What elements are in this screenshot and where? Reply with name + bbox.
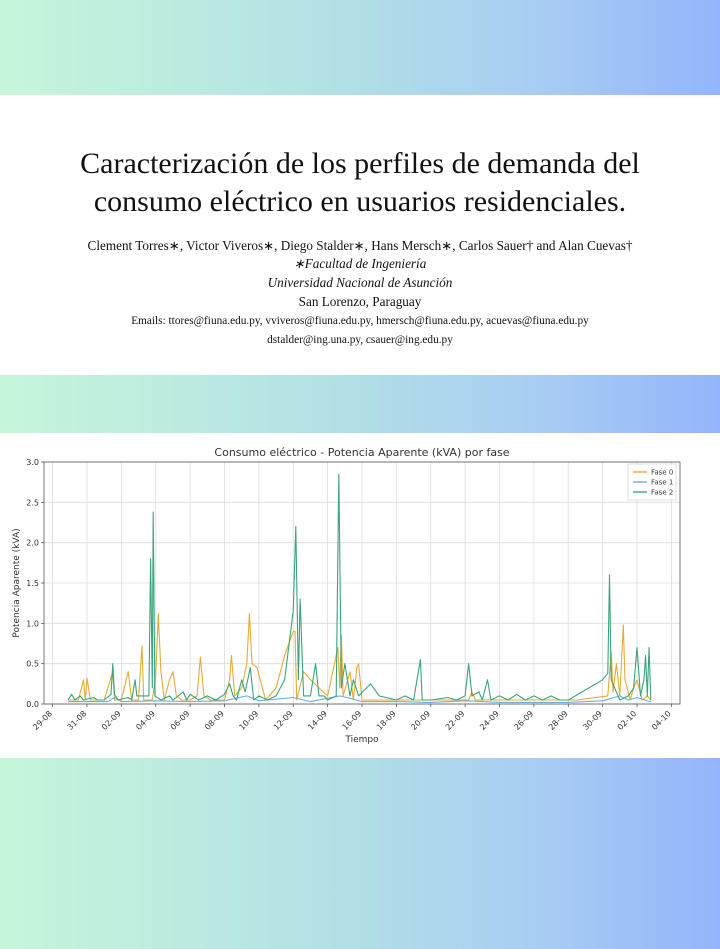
x-axis-title: Tiempo xyxy=(345,735,379,745)
paper-title-line-2: consumo eléctrico en usuarios residenciales. xyxy=(93,185,627,218)
x-tick-label: 02-09 xyxy=(99,709,123,732)
author-list: Clement Torres∗, Victor Viveros∗, Diego Stalder∗, Hans Mersch∗, Carlos Sauer† and Alan Cuevas† xyxy=(87,238,633,253)
chart-panel xyxy=(0,433,720,758)
x-tick-label: 08-09 xyxy=(203,709,226,732)
y-tick-label: 2.0 xyxy=(26,538,39,548)
x-tick-label: 02-10 xyxy=(615,709,639,732)
x-tick-label: 29-08 xyxy=(31,709,55,732)
x-tick-label: 10-09 xyxy=(237,709,261,732)
power-chart xyxy=(0,433,720,758)
x-tick-label: 04-10 xyxy=(650,709,673,732)
x-tick-label: 20-09 xyxy=(409,709,433,732)
legend-label: Fase 0 xyxy=(651,468,674,477)
emails-line-2: dstalder@ing.una.py, csauer@ing.edu.py xyxy=(267,334,453,346)
paper-header xyxy=(0,95,720,375)
emails-line-1: Emails: ttores@fiuna.edu.py, vviveros@fiuna.edu.py, hmersch@fiuna.edu.py, acuevas@fiuna.edu.py xyxy=(131,315,589,327)
y-tick-label: 1.5 xyxy=(26,579,39,588)
x-tick-label: 12-09 xyxy=(271,709,295,732)
y-tick-label: 0.0 xyxy=(26,700,39,709)
affiliation-faculty: ∗Facultad de Ingeniería xyxy=(293,256,427,271)
legend xyxy=(628,464,676,500)
y-tick-label: 2.5 xyxy=(26,498,39,508)
x-tick-label: 24-09 xyxy=(478,709,501,732)
paper-title-line-1: Caracterización de los perfiles de demanda del xyxy=(80,147,640,180)
legend-label: Fase 2 xyxy=(651,488,674,497)
y-tick-label: 0.5 xyxy=(26,659,39,669)
x-tick-label: 22-09 xyxy=(443,709,467,732)
x-tick-label: 06-09 xyxy=(168,709,192,732)
affiliation-university: Universidad Nacional de Asunción xyxy=(267,275,453,290)
x-tick-label: 16-09 xyxy=(340,709,364,732)
y-tick-label: 3.0 xyxy=(26,458,39,467)
x-tick-label: 30-09 xyxy=(581,709,605,732)
x-tick-label: 31-08 xyxy=(65,709,89,732)
chart-title: Consumo eléctrico - Potencia Aparente (kVA) por fase xyxy=(214,446,510,459)
x-tick-label: 26-09 xyxy=(512,709,536,732)
x-tick-label: 18-09 xyxy=(374,709,398,732)
y-axis-title: Potencia Aparente (kVA) xyxy=(12,528,22,638)
affiliation-location: San Lorenzo, Paraguay xyxy=(298,294,422,309)
paper-title xyxy=(0,95,720,221)
y-tick-label: 1.0 xyxy=(26,619,39,629)
x-tick-label: 28-09 xyxy=(546,709,570,732)
x-tick-label: 04-09 xyxy=(134,709,158,732)
x-tick-label: 14-09 xyxy=(306,709,330,732)
legend-label: Fase 1 xyxy=(651,478,674,487)
